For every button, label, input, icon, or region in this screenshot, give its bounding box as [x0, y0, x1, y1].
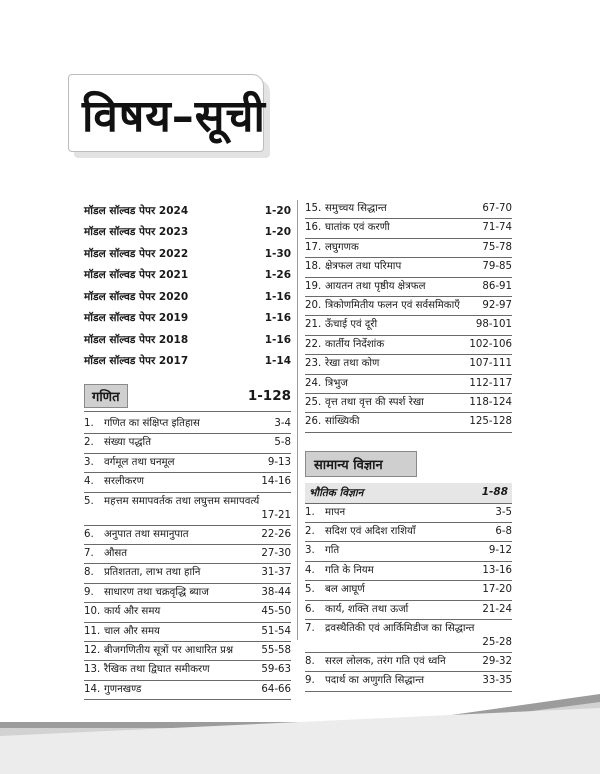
left-column — [84, 200, 291, 700]
list-item — [84, 661, 291, 680]
model-paper-row — [84, 222, 291, 244]
topic-title: संख्या पद्धति — [104, 437, 152, 449]
physics-topic-list — [305, 504, 512, 692]
topic-pages: 67-70 — [482, 203, 512, 214]
list-item — [305, 523, 512, 542]
topic-pages: 75-78 — [482, 241, 512, 253]
topic-title: कार्य और समय — [104, 606, 161, 618]
topic-title: गुणनखण्ड — [104, 683, 142, 695]
topic-title: अनुपात तथा समानुपात — [104, 528, 189, 540]
topic-number: 7. — [84, 547, 94, 559]
topic-number: 4. — [305, 564, 315, 576]
page-title: विषय–सूची — [82, 91, 266, 142]
ganit-section-pages: 1-128 — [247, 388, 291, 404]
topic-pages: 9-12 — [488, 545, 512, 557]
list-item — [305, 375, 512, 394]
physics-subsection-header — [305, 483, 512, 504]
ganit-topic-list — [84, 415, 291, 700]
vigyan-section-header — [305, 451, 512, 480]
list-item — [305, 581, 512, 600]
list-item — [305, 653, 512, 672]
model-paper-row — [84, 286, 291, 308]
topic-pages: 45-50 — [261, 606, 291, 618]
topic-pages: 98-101 — [475, 319, 512, 331]
model-paper-row — [84, 243, 291, 265]
ganit-topic-list-continued — [305, 200, 512, 433]
topic-pages: 86-91 — [482, 280, 512, 292]
model-paper-label: मॉडल सॉल्वड पेपर 2024 — [84, 204, 189, 217]
topic-pages: 125-128 — [469, 416, 512, 428]
topic-number: 6. — [84, 528, 94, 540]
topic-title: लघुगणक — [325, 241, 359, 253]
topic-title: प्रतिशतता, लाभ तथा हानि — [104, 567, 201, 579]
topic-pages: 64-66 — [261, 683, 291, 695]
column-divider — [297, 200, 298, 640]
footer-decoration — [0, 694, 600, 774]
list-item — [84, 642, 291, 661]
topic-pages: 21-24 — [482, 603, 512, 615]
topic-number: 3. — [84, 456, 94, 468]
list-item — [305, 355, 512, 374]
topic-number: 12. — [84, 644, 101, 656]
list-item — [84, 415, 291, 434]
model-paper-row — [84, 351, 291, 373]
model-paper-label: मॉडल सॉल्वड पेपर 2021 — [84, 269, 189, 282]
topic-pages: 55-58 — [261, 644, 291, 656]
topic-number: 14. — [84, 683, 101, 695]
topic-title: रैखिक तथा द्विघात समीकरण — [104, 664, 210, 676]
topic-pages: 13-16 — [482, 564, 512, 576]
topic-number: 6. — [305, 603, 315, 615]
topic-pages: 33-35 — [482, 675, 512, 687]
topic-number: 23. — [305, 358, 322, 370]
topic-pages: 27-30 — [261, 547, 291, 559]
physics-subsection-pages: 1-88 — [481, 485, 508, 498]
list-item — [305, 542, 512, 561]
topic-title: वृत्त तथा वृत्त की स्पर्श रेखा — [325, 396, 424, 408]
topic-number: 21. — [305, 319, 322, 331]
topic-pages: 102-106 — [469, 338, 512, 350]
vigyan-section-title: सामान्य विज्ञान — [305, 451, 417, 477]
topic-title: सदिश एवं अदिश राशियाँ — [325, 526, 416, 538]
topic-title: समुच्चय सिद्धान्त — [325, 203, 387, 214]
topic-title: साधारण तथा चक्रवृद्धि ब्याज — [104, 586, 209, 598]
topic-pages: 79-85 — [482, 261, 512, 273]
topic-pages: 14-16 — [261, 476, 291, 488]
topic-title: वर्गमूल तथा घनमूल — [104, 456, 175, 468]
topic-number: 16. — [305, 222, 322, 234]
model-papers-list — [84, 200, 291, 372]
right-column — [305, 200, 512, 692]
ganit-section-header — [84, 384, 291, 412]
model-paper-row — [84, 329, 291, 351]
topic-pages: 25-28 — [482, 637, 512, 649]
topic-number: 25. — [305, 396, 322, 408]
model-paper-row — [84, 308, 291, 330]
list-item — [305, 562, 512, 581]
model-paper-label: मॉडल सॉल्वड पेपर 2020 — [84, 290, 189, 303]
topic-number: 8. — [305, 656, 315, 668]
topic-title: चाल और समय — [104, 625, 160, 637]
topic-number: 1. — [305, 506, 315, 518]
topic-pages: 6-8 — [495, 526, 512, 538]
model-paper-label: मॉडल सॉल्वड पेपर 2022 — [84, 247, 189, 260]
topic-number: 15. — [305, 203, 322, 214]
topic-title: गणित का संक्षिप्त इतिहास — [104, 418, 200, 429]
model-paper-pages: 1-14 — [264, 355, 291, 368]
topic-title: त्रिभुज — [325, 377, 348, 389]
list-item — [305, 672, 512, 691]
model-paper-pages: 1-20 — [264, 204, 291, 217]
list-item — [305, 413, 512, 432]
topic-title: त्रिकोणमितीय फलन एवं सर्वसमिकाएँ — [325, 299, 460, 311]
topic-number: 13. — [84, 664, 101, 676]
topic-title: बीजगणितीय सूत्रों पर आधारित प्रश्न — [104, 644, 234, 656]
list-item — [305, 620, 512, 653]
list-item — [84, 584, 291, 603]
list-item — [305, 394, 512, 413]
model-paper-pages: 1-30 — [264, 247, 291, 260]
model-paper-label: मॉडल सॉल्वड पेपर 2017 — [84, 355, 189, 368]
list-item — [305, 219, 512, 238]
topic-number: 22. — [305, 338, 322, 350]
topic-number: 4. — [84, 476, 94, 488]
topic-title: पदार्थ का अणुगति सिद्धान्त — [325, 675, 425, 687]
topic-number: 3. — [305, 545, 315, 557]
list-item — [84, 623, 291, 642]
model-paper-pages: 1-26 — [264, 269, 291, 282]
model-paper-label: मॉडल सॉल्वड पेपर 2023 — [84, 226, 189, 239]
topic-number: 10. — [84, 606, 101, 618]
list-item — [305, 336, 512, 355]
topic-number: 11. — [84, 625, 101, 637]
topic-pages: 17-21 — [261, 509, 291, 521]
list-item — [305, 200, 512, 219]
topic-number: 24. — [305, 377, 322, 389]
list-item — [305, 297, 512, 316]
topic-number: 2. — [84, 437, 94, 449]
topic-number: 5. — [84, 495, 94, 507]
topic-pages: 51-54 — [261, 625, 291, 637]
topic-number: 9. — [305, 675, 315, 687]
list-item — [305, 278, 512, 297]
topic-pages: 112-117 — [469, 377, 512, 389]
topic-number: 17. — [305, 241, 322, 253]
model-paper-pages: 1-16 — [264, 333, 291, 346]
topic-title: रेखा तथा कोण — [325, 358, 380, 370]
topic-title: औसत — [104, 547, 128, 559]
model-paper-pages: 1-16 — [264, 312, 291, 325]
ganit-section-title: गणित — [84, 384, 128, 408]
topic-title: आयतन तथा पृष्ठीय क्षेत्रफल — [325, 280, 426, 292]
topic-title: गति — [325, 545, 340, 557]
topic-pages: 9-13 — [267, 456, 291, 468]
topic-title: सरलीकरण — [104, 476, 144, 488]
topic-number: 7. — [305, 623, 315, 635]
topic-pages: 38-44 — [261, 586, 291, 598]
topic-pages: 5-8 — [274, 437, 291, 449]
topic-title: कार्य, शक्ति तथा ऊर्जा — [325, 603, 409, 615]
list-item — [84, 526, 291, 545]
topic-pages: 92-97 — [482, 299, 512, 311]
topic-pages: 71-74 — [482, 222, 512, 234]
topic-number: 9. — [84, 586, 94, 598]
model-paper-label: मॉडल सॉल्वड पेपर 2018 — [84, 333, 189, 346]
topic-title: सरल लोलक, तरंग गति एवं ध्वनि — [325, 656, 446, 668]
topic-pages: 3-5 — [495, 506, 512, 518]
list-item — [84, 564, 291, 583]
model-paper-row — [84, 200, 291, 222]
topic-pages: 22-26 — [261, 528, 291, 540]
list-item — [84, 603, 291, 622]
topic-number: 18. — [305, 261, 322, 273]
topic-title: कार्तीय निर्देशांक — [325, 338, 385, 350]
list-item — [305, 504, 512, 523]
list-item — [305, 239, 512, 258]
list-item — [84, 434, 291, 453]
list-item — [84, 454, 291, 473]
model-paper-pages: 1-16 — [264, 290, 291, 303]
topic-number: 5. — [305, 584, 315, 596]
model-paper-label: मॉडल सॉल्वड पेपर 2019 — [84, 312, 189, 325]
topic-title: क्षेत्रफल तथा परिमाप — [325, 261, 402, 273]
topic-number: 19. — [305, 280, 322, 292]
list-item — [305, 258, 512, 277]
physics-subsection-title: भौतिक विज्ञान — [309, 486, 364, 499]
topic-title: मापन — [325, 506, 346, 518]
topic-pages: 17-20 — [482, 584, 512, 596]
topic-number: 2. — [305, 526, 315, 538]
topic-title: द्रवस्थैतिकी एवं आर्किमिडीज का सिद्धान्त — [325, 623, 475, 635]
topic-pages: 3-4 — [274, 418, 291, 429]
topic-title: घातांक एवं करणी — [325, 222, 390, 234]
model-paper-pages: 1-20 — [264, 226, 291, 239]
topic-number: 20. — [305, 299, 322, 311]
list-item — [84, 493, 291, 526]
topic-pages: 29-32 — [482, 656, 512, 668]
topic-pages: 107-111 — [469, 358, 512, 370]
list-item — [305, 601, 512, 620]
topic-title: गति के नियम — [325, 564, 374, 576]
topic-title: बल आघूर्ण — [325, 584, 365, 596]
topic-pages: 118-124 — [469, 396, 512, 408]
topic-number: 8. — [84, 567, 94, 579]
topic-title: सांख्यिकी — [325, 416, 360, 428]
topic-number: 1. — [84, 418, 94, 429]
topic-title: ऊँचाई एवं दूरी — [325, 319, 378, 331]
topic-title: महत्तम समापवर्तक तथा लघुत्तम समापवर्त्य — [104, 495, 260, 507]
model-paper-row — [84, 265, 291, 287]
list-item — [84, 473, 291, 492]
topic-pages: 59-63 — [261, 664, 291, 676]
list-item — [305, 316, 512, 335]
topic-number: 26. — [305, 416, 322, 428]
list-item — [84, 545, 291, 564]
topic-pages: 31-37 — [261, 567, 291, 579]
